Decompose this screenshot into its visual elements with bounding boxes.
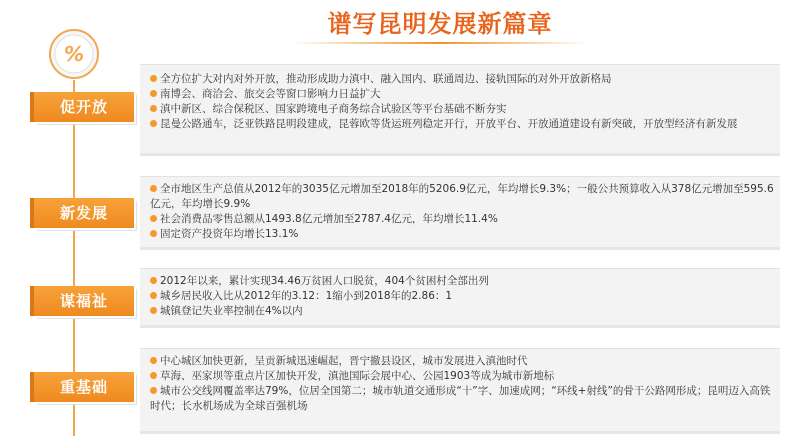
list-item: 城镇登记失业率控制在4%以内 [150, 304, 776, 319]
percent-badge-icon [48, 28, 100, 80]
list-item: 固定资产投资年均增长13.1% [150, 227, 776, 242]
list-item: 南博会、商洽会、旅交会等窗口影响力日益扩大 [150, 87, 776, 102]
bullet-dot-icon [150, 90, 157, 97]
page-title: 谱写昆明发展新篇章 [327, 10, 553, 38]
section-list-1 [150, 72, 776, 132]
section-tag-2: 新发展 [34, 198, 134, 228]
bullet-dot-icon [150, 215, 157, 222]
list-item: 社会消费品零售总额从1493.8亿元增加至2787.4亿元，年均增长11.4% [150, 212, 776, 227]
section-tag-1: 促开放 [34, 92, 134, 122]
bullet-dot-icon [150, 277, 157, 284]
list-item: 城市公交线网覆盖率达79%，位居全国第二；城市轨道交通形成“十”字、加速成网；“环线+射线”的骨干公路网形成；昆明迈入高铁时代；长水机场成为全球百强机场 [150, 385, 771, 412]
list-item: 草海、巫家坝等重点片区加快开发，滇池国际会展中心、公园1903等成为城市新地标 [150, 369, 776, 384]
list-item: 全方位扩大对内对外开放，推动形成助力滇中、融入国内、联通周边、接轨国际的对外开放新格局 [150, 72, 776, 87]
bullet-dot-icon [150, 230, 157, 237]
bullet-dot-icon [150, 75, 157, 82]
section-list-3 [150, 274, 776, 319]
section-list-4 [150, 354, 776, 414]
list-item: 昆曼公路通车，泛亚铁路昆明段建成，昆蓉欧等货运班列稳定开行，开放平台、开放通道建设有新突破，开放型经济有新发展 [150, 117, 776, 132]
title-underline [290, 42, 590, 44]
section-list-2 [150, 182, 776, 242]
bullet-dot-icon [150, 357, 157, 364]
list-item: 全市地区生产总值从2012年的3035亿元增加至2018年的5206.9亿元，年均增长9.3%；一般公共预算收入从378亿元增加至595.6亿元，年均增长9.9% [150, 183, 774, 210]
bullet-dot-icon [150, 387, 157, 394]
list-item: 城乡居民收入比从2012年的3.12：1缩小到2018年的2.86：1 [150, 289, 776, 304]
bullet-dot-icon [150, 120, 157, 127]
bullet-dot-icon [150, 307, 157, 314]
list-item: 中心城区加快更新，呈贡新城迅速崛起，晋宁撤县设区，城市发展进入滇池时代 [150, 354, 776, 369]
list-item: 滇中新区、综合保税区、国家跨境电子商务综合试验区等平台基础不断夯实 [150, 102, 776, 117]
bullet-dot-icon [150, 372, 157, 379]
list-item: 2012年以来，累计实现34.46万贫困人口脱贫，404个贫困村全部出列 [150, 274, 776, 289]
logo [48, 28, 100, 80]
logo-text: % [63, 42, 85, 66]
section-tag-3: 谋福祉 [34, 286, 134, 316]
bullet-dot-icon [150, 105, 157, 112]
section-tag-4: 重基础 [34, 372, 134, 402]
bullet-dot-icon [150, 185, 157, 192]
bullet-dot-icon [150, 292, 157, 299]
